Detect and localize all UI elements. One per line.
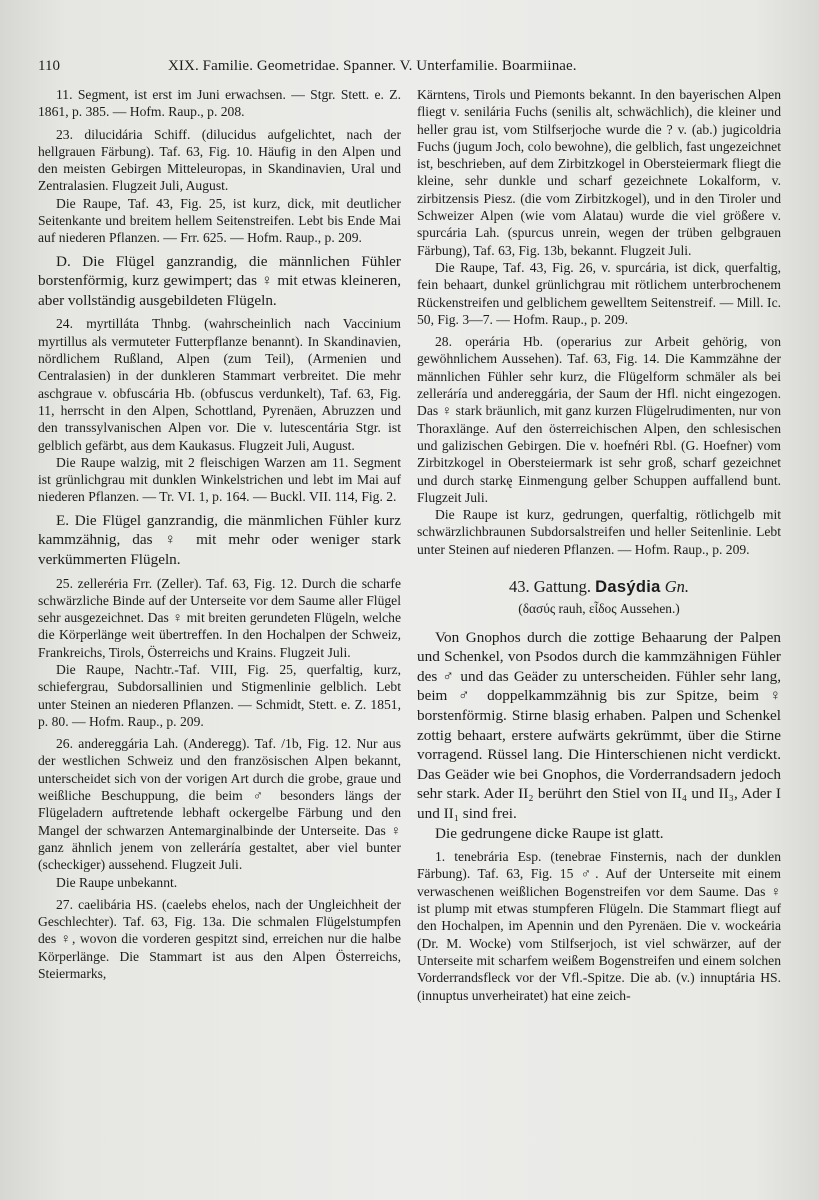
paragraph: 11. Segment, ist erst im Juni erwachsen. — Stgr. Stett. e. Z. 1861, p. 385. — Hofm. Raup., p. 208. bbox=[38, 87, 401, 120]
species-entry: 23. dilucidária Schiff. (dilucidus aufgelichtet, nach der hellgrauen Färbung). Taf. 63, Fig. 10. Häufig in den Alpen und den meisten Gebirgen Mitteleuropas, in Skandinavien, Ural und Zentralasien. Flugzeit Juli, August. bbox=[38, 126, 401, 194]
larva-paragraph: Die Raupe, Taf. 43, Fig. 25, ist kurz, dick, mit deutlicher Seitenkante und breitem hellem Seitenstreifen. Lebt bis Ende Mai auf niederen Pflanzen. — Frr. 625. — Hofm. Raup., p. 209. bbox=[38, 195, 401, 246]
larva-paragraph: Die Raupe ist kurz, gedrungen, querfaltig, rötlichgelb mit schwärzlichbraunen Subdorsalstreifen und heller Seitenlinie. Lebt unter Steinen auf niederen Pflanzen. — Hofm. Raup., p. 209. bbox=[417, 507, 781, 557]
right-column bbox=[417, 86, 781, 1004]
species-entry: 24. myrtilláta Thnbg. (wahrscheinlich nach Vaccinium myrtillus als vermuteter Futterpflanze benannt). In Skandinavien, nördlichem Rußland, Alpen (zum Teil), (Armenien und Centralasien) in der dunkleren Stammart verbreitet. Die mehr aschgraue v. obfuscária Hb. (obfuscus verdunkelt), Taf. 63, Fig. 11, herrscht in den Alpen, Schottland, Pyrenäen, Abruzzen und den transsylvanischen Alpen vor. Die v. lutescentária Stgr. ist gelblich gefärbt, aus dem Kaukasus. Flugzeit Juli, August. bbox=[38, 316, 401, 453]
genus-author: Gn. bbox=[664, 577, 689, 597]
species-entry: 1. tenebrária Esp. (tenebrae Finsternis, nach der dunklen Färbung). Taf. 63, Fig. 15 ♂. Auf der Unterseite mit einem verwaschenen weißlichen Bogenstreifen vor dem Saume. Das ♀ ist plump mit etwas stumpferen Flügeln. Die Stammart fliegt auf den Hochalpen, im Apennin und den Pyrenäen. Die v. wockeária (Dr. M. Wocke) vom Stilfserjoch, ist viel schwärzer, auf der Unterseite mit scharfem weißem Bogenstreifen und einem solchen Vorderrandsfleck vor der Vfl.-Spitze. Die ab. (v.) innuptária HS. (innuptus unverheiratet) hat eine zeich- bbox=[417, 849, 781, 1003]
running-header bbox=[38, 58, 779, 75]
genus-heading bbox=[417, 578, 781, 596]
species-entry: 25. zelleréria Frr. (Zeller). Taf. 63, Fig. 12. Durch die scharfe schwärzliche Binde auf der Unterseite vor dem Saume aller Flügel sehr ausgezeichnet. Das ♀ mit breiten gerundeten Flügeln, welche die Körperlänge weit übertreffen. In den Hochalpen der Schweiz, Frankreichs, Tirols, Österreichs und Krains. Flugzeit Juli. bbox=[38, 575, 401, 660]
group-key: E. Die Flügel ganzrandig, die mänmlichen Fühler kurz kammzähnig, das ♀ mit mehr oder weniger stark verkümmerten Flügeln. bbox=[38, 511, 401, 568]
larva-paragraph: Die Raupe unbekannt. bbox=[56, 874, 178, 890]
species-entry: 28. operária Hb. (operarius zur Arbeit gehörig, von gewöhnlichem Aussehen). Taf. 63, Fig. 14. Die Kammzähne der männlichen Fühler sehr kurz, die Flügelform schmäler als bei zelleráría und andereggária, der Saum der Hfl. nicht eingezogen. Das ♀ stark bräunlich, mit ganz kurzen Flügelrudimenten, nur von Thoraxlänge. Auf den österreichischen Alpen, den schlesischen und galizischen Gebirgen. Die v. hoefnéri Rbl. (G. Hoefner) vom Zirbitzkogel in Obersteiermark ist sehr groß, scharf gezeichnet und durch starkę Einmengung gelber Schuppen auffallend bunt. Flugzeit Juli. bbox=[417, 334, 781, 505]
larva-paragraph: Die Raupe walzig, mit 2 fleischigen Warzen am 11. Segment ist grünlichgrau mit dunklen Winkelstrichen und lebt im Mai auf niederen Pflanzen. — Tr. VI. 1, p. 164. — Buckl. VII. 114, Fig. 2. bbox=[38, 454, 401, 505]
running-title: XIX. Familie. Geometridae. Spanner. V. Unterfamilie. Boarmiinae. bbox=[168, 58, 577, 74]
page-number: 110 bbox=[38, 58, 60, 74]
species-entry: 27. caelibária HS. (caelebs ehelos, nach der Ungleichheit der Geschlechter). Taf. 63, Fig. 13a. Die schmalen Flügelstumpfen des ♀, wovon die vorderen gespitzt sind, erreichen nur die halbe Körperlänge. Die Stammart ist aus den Alpen Österreichs, Steiermarks, bbox=[38, 896, 401, 982]
genus-name: Dasýdia bbox=[595, 578, 661, 597]
group-key: D. Die Flügel ganzrandig, die männlichen Fühler borstenförmig, kurz gewimpert; das ♀ mit etwas kleineren, aber vollständig ausgebildeten Flügeln. bbox=[38, 252, 401, 309]
paragraph: Kärntens, Tirols und Piemonts bekannt. In den bayerischen Alpen fliegt v. senilária Fuchs (senilis alt, schwächlich), die kleiner und heller grau ist, vom Stilfserjoche wurde die ? v. (ab.) jugicoldria Fuchs (jugum Joch, colo bewohne), die gelblich, fast ungezeichnet ist, beschrieben, auf dem Zirbitzkogel in Obersteiermark fliegt die kleine, sehr dunkle und scharf gezeichnete Lokalform, v. zirbitzensis Piesz. (die vom Zirbitzkogel), und in den Tiroler und Schweizer Alpen (wie vom Alatau) wurde die viel größere v. spurcária Lah. (spurcus unrein, wegen der trüben gelbgrauen Färbung), Taf. 63, Fig. 13b, bekannt. Flugzeit Juli. bbox=[417, 87, 781, 258]
larva-paragraph: Die Raupe, Nachtr.-Taf. VIII, Fig. 25, querfaltig, kurz, schiefergrau, Subdorsallinien und Stigmenlinie gelblich. Lebt unter Steinen an niederen Pflanzen. — Schmidt, Stett. e. Z. 1851, p. 80. — Hofm. Raup., p. 209. bbox=[38, 661, 401, 729]
larva-paragraph: Die Raupe, Taf. 43, Fig. 26, v. spurcária, ist dick, querfaltig, fein behaart, dunkel grünlichgrau mit rötlichem unterbrochenem Rückenstreifen und gelblichem gewelltem Seitenstreif. — Mill. Ic. 50, Fig. 3—7. — Hofm. Raup., p. 209. bbox=[417, 259, 781, 327]
etymology-subheading: (δασύς rauh, εἶδος Aussehen.) bbox=[518, 601, 680, 617]
larva-note: Die gedrungene dicke Raupe ist glatt. bbox=[435, 824, 664, 842]
genus-description: Von Gnophos durch die zottige Behaarung der Palpen und Schenkel, von Psodos durch die kammzähnigen Fühler des ♂ und das Geäder zu unterscheiden. Fühler sehr lang, beim ♂ doppelkammzähnig bis zur Spitze, beim ♀ borstenförmig. Stirne blasig erhaben. Palpen und Schenkel zottig behaart, erstere aufwärts gekrümmt, über die Stirne vorragend. Rüssel lang. Die Hinterschienen nicht verdickt. Das Geäder wie bei Gnophos, die Vorderrandsadern jedoch sehr stark. Ader II₂ berührt den Stiel von II₄ und II₃, Ader I und II₁ sind frei. bbox=[417, 628, 781, 822]
genus-number: 43. Gattung. bbox=[509, 577, 592, 597]
left-column bbox=[38, 86, 401, 982]
species-entry: 26. andereggária Lah. (Anderegg). Taf. /1b, Fig. 12. Nur aus der westlichen Schweiz und den französischen Alpen bekannt, unterscheidet sich von der vorigen Art durch die grobe, graue und weißliche Beschuppung, die beim ♂ besonders längs der Flügeladern auftretende lebhaft ockergelbe Färbung und den Mangel der schwarzen Antemarginalbinde der Unterseite. Das ♀ ganz ähnlich jenem von zelleráría gestaltet, aber viel bunter (scheckiger) aussehend. Flugzeit Juli. bbox=[38, 736, 401, 873]
